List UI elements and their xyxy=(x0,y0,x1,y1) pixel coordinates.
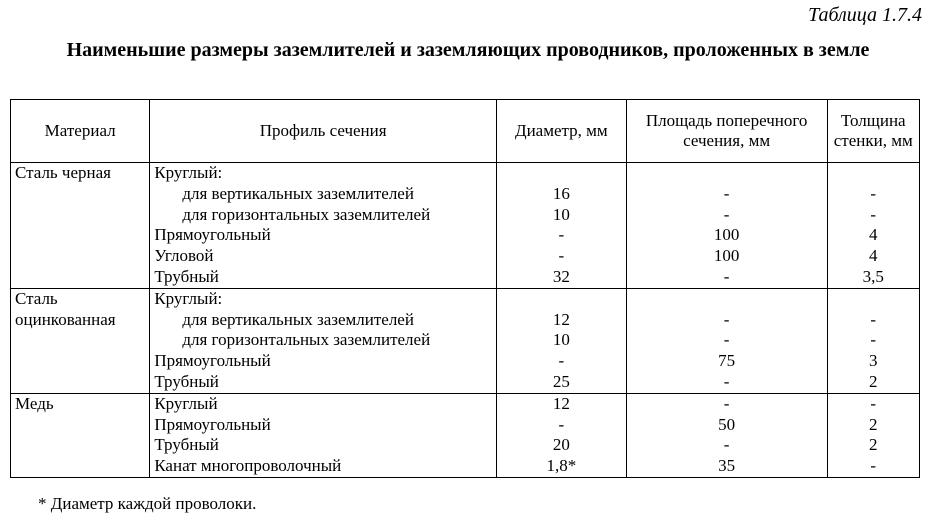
table-body xyxy=(11,163,920,478)
diameter-value: 10 xyxy=(552,330,570,350)
area-value: - xyxy=(723,266,730,286)
header-thickness: Толщина стенки, мм xyxy=(827,100,919,163)
diameter-value: 16 xyxy=(552,183,570,203)
header-diameter: Диаметр, мм xyxy=(496,100,626,163)
profile-value: для горизонтальных заземлителей xyxy=(182,204,431,224)
material-cell: Сталь черная xyxy=(11,163,150,289)
area-value: - xyxy=(723,309,730,329)
footnote: * Диаметр каждой проволоки. xyxy=(38,494,257,513)
area-value: - xyxy=(723,183,730,203)
area-cell xyxy=(626,163,827,289)
profile-value: Круглый: xyxy=(154,163,223,182)
area-value: - xyxy=(723,435,730,455)
thickness-value: 2 xyxy=(869,371,878,391)
table-row xyxy=(11,288,920,393)
thickness-value: - xyxy=(870,456,877,476)
thickness-value: - xyxy=(870,204,877,224)
diameter-cell xyxy=(496,288,626,393)
diameter-value: - xyxy=(558,246,565,266)
area-value: - xyxy=(723,393,730,413)
profile-value: Круглый xyxy=(154,393,218,413)
area-value: - xyxy=(723,371,730,391)
grounding-table xyxy=(10,99,920,478)
area-cell xyxy=(626,393,827,477)
profile-value: для горизонтальных заземлителей xyxy=(182,330,431,350)
header-profile: Профиль сечения xyxy=(150,100,497,163)
thickness-value: 2 xyxy=(869,414,878,434)
profile-cell xyxy=(150,393,497,477)
thickness-value: 2 xyxy=(869,435,878,455)
profile-cell xyxy=(150,163,497,289)
diameter-value: 1,8* xyxy=(546,456,577,476)
diameter-value: - xyxy=(558,414,565,434)
thickness-value: 3,5 xyxy=(862,266,884,286)
diameter-value: - xyxy=(558,351,565,371)
diameter-cell xyxy=(496,393,626,477)
diameter-value: 20 xyxy=(552,435,570,455)
area-value: 75 xyxy=(718,351,736,371)
thickness-value: 4 xyxy=(869,225,878,245)
profile-value: Прямоугольный xyxy=(154,225,271,245)
area-value: - xyxy=(723,204,730,224)
profile-value: Трубный xyxy=(154,266,219,286)
area-value: 50 xyxy=(718,414,736,434)
table-row xyxy=(11,393,920,477)
area-value xyxy=(627,163,827,184)
profile-value: Трубный xyxy=(154,371,219,391)
thickness-value: 4 xyxy=(869,246,878,266)
thickness-value: 3 xyxy=(869,351,878,371)
header-row xyxy=(11,100,920,163)
area-value: 35 xyxy=(718,456,736,476)
profile-value: Трубный xyxy=(154,435,219,455)
area-value: 100 xyxy=(713,225,740,245)
area-value xyxy=(627,289,827,310)
diameter-value: 25 xyxy=(552,371,570,391)
diameter-value: - xyxy=(558,225,565,245)
thickness-value xyxy=(828,163,919,184)
thickness-cell xyxy=(827,393,919,477)
diameter-value: 12 xyxy=(552,309,570,329)
profile-value: Канат многопроволочный xyxy=(154,456,342,476)
thickness-cell xyxy=(827,288,919,393)
thickness-value: - xyxy=(870,330,877,350)
area-cell xyxy=(626,288,827,393)
diameter-value: 10 xyxy=(552,204,570,224)
profile-value: Круглый: xyxy=(154,288,223,308)
profile-value: Прямоугольный xyxy=(154,351,271,371)
thickness-cell xyxy=(827,163,919,289)
profile-cell xyxy=(150,288,497,393)
diameter-cell xyxy=(496,163,626,289)
thickness-value: - xyxy=(870,183,877,203)
header-material: Материал xyxy=(11,100,150,163)
profile-value: Угловой xyxy=(154,246,214,266)
material-cell: Медь xyxy=(11,393,150,477)
profile-value: Прямоугольный xyxy=(154,414,271,434)
table-caption: Таблица 1.7.4 xyxy=(808,4,922,26)
area-value: 100 xyxy=(713,246,740,266)
profile-value: для вертикальных заземлителей xyxy=(182,183,414,203)
diameter-value xyxy=(497,289,626,310)
area-value: - xyxy=(723,330,730,350)
diameter-value xyxy=(497,163,626,184)
profile-value: для вертикальных заземлителей xyxy=(182,309,414,329)
thickness-value: - xyxy=(870,393,877,413)
header-area: Площадь поперечного сечения, мм xyxy=(626,100,827,163)
table-row xyxy=(11,163,920,289)
diameter-value: 12 xyxy=(552,393,570,413)
thickness-value xyxy=(828,289,919,310)
thickness-value: - xyxy=(870,309,877,329)
material-cell: Сталь оцинкованная xyxy=(11,288,150,393)
table-title: Наименьшие размеры заземлителей и заземляющих проводников, проложенных в земле xyxy=(66,39,870,61)
diameter-value: 32 xyxy=(552,266,570,286)
